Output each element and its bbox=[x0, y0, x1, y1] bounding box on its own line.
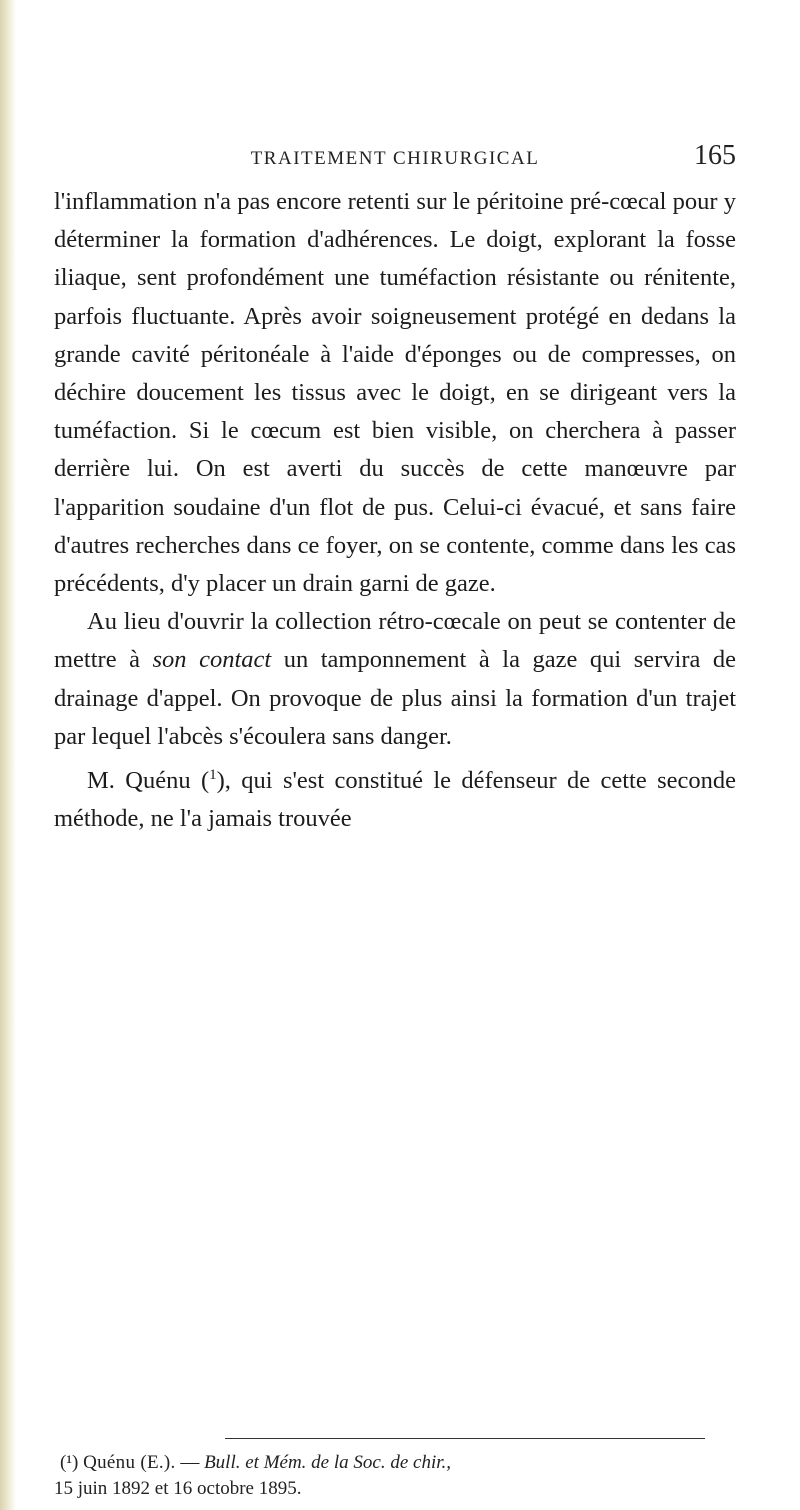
footnote bbox=[54, 1450, 754, 1502]
paragraph-3-text: M. Quénu ( bbox=[87, 767, 210, 795]
main-text bbox=[54, 183, 736, 839]
footnote-line-1 bbox=[54, 1450, 754, 1476]
footnote-author: Quénu (E.). bbox=[83, 1452, 176, 1473]
paragraph-2-text-end: un tamponnement à la gaze qui servira de drainage d'appel. On provoque de plus ainsi la formation d'un trajet par lequel l'abcès s'écoulera sans danger. bbox=[54, 646, 736, 750]
footnote-dash: — bbox=[175, 1452, 205, 1473]
paragraph-3-text-end: ), qui s'est constitué le défenseur de cette seconde méthode, ne l'a jamais trouvée bbox=[54, 767, 736, 833]
page-header bbox=[54, 140, 736, 180]
footnote-marker: (¹) bbox=[60, 1452, 79, 1473]
italic-phrase: son contact bbox=[152, 646, 272, 674]
paragraph-3 bbox=[54, 756, 736, 839]
footnote-dates: 15 juin 1892 et 16 octobre 1895. bbox=[54, 1478, 302, 1499]
footnote-divider bbox=[225, 1438, 705, 1439]
page-number: 165 bbox=[694, 140, 736, 171]
book-spine-shadow bbox=[0, 0, 16, 1510]
footnote-reference: 1 bbox=[209, 767, 217, 784]
paragraph-2-text: Au lieu d'ouvrir la collection rétro-cœcale on peut se contenter de mettre à bbox=[54, 608, 736, 674]
paragraph-2 bbox=[54, 603, 736, 756]
footnote-source: Bull. et Mém. de la Soc. de chir., bbox=[204, 1452, 452, 1473]
paragraph-1: l'inflammation n'a pas encore retenti sur le péritoine pré-cœcal pour y déterminer la formation d'adhérences. Le doigt, explorant la fosse iliaque, sent profondément une tuméfaction résistante ou rénitente, parfois fluctuante. Après avoir soigneusement protégé en dedans la grande cavité péritonéale à l'aide d'éponges ou de compresses, on déchire doucement les tissus avec le doigt, en se dirigeant vers la tuméfaction. Si le cœcum est bien visible, on cherchera à passer derrière lui. On est averti du succès de cette manœuvre par l'apparition soudaine d'un flot de pus. Celui-ci évacué, et sans faire d'autres recherches dans ce foyer, on se contente, comme dans les cas précédents, d'y placer un drain garni de gaze. bbox=[54, 188, 736, 598]
running-head: TRAITEMENT CHIRURGICAL bbox=[250, 148, 540, 169]
